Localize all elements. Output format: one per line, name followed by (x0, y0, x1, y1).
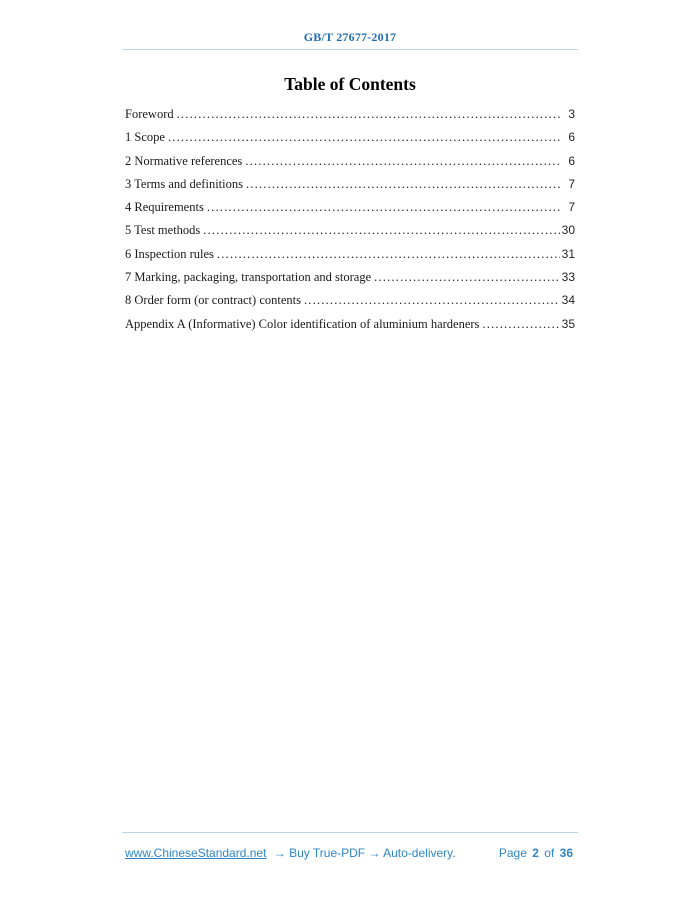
toc-entry[interactable] (125, 130, 575, 153)
toc-list (125, 107, 575, 340)
toc-entry-label: 8 Order form (or contract) contents (125, 293, 301, 308)
footer (125, 846, 575, 860)
toc-entry-label: 3 Terms and definitions (125, 176, 243, 191)
toc-leader-dots (304, 293, 560, 308)
footer-tagline: → Buy True-PDF → Auto-delivery. (273, 846, 456, 860)
toc-entry[interactable] (125, 247, 575, 270)
total-page-number: 36 (559, 846, 573, 860)
toc-entry-label: Foreword (125, 107, 174, 121)
toc-entry[interactable] (125, 317, 575, 340)
toc-entry[interactable] (125, 154, 575, 177)
toc-entry[interactable] (125, 177, 575, 200)
current-page-number: 2 (532, 846, 539, 860)
toc-leader-dots (217, 247, 560, 262)
header-doc-number: GB/T 27677-2017 (303, 30, 397, 44)
toc-entry-page: 7 (568, 200, 575, 215)
toc-entry-page: 31 (561, 246, 575, 261)
of-label: of (544, 846, 555, 860)
footer-rule (122, 832, 578, 833)
toc-entry[interactable] (125, 223, 575, 246)
toc-entry-label: 4 Requirements (125, 200, 204, 215)
toc-entry-label: Appendix A (Informative) Color identification of aluminium hardeners (125, 316, 480, 331)
footer-left (125, 846, 456, 860)
page-title: Table of Contents (284, 74, 416, 94)
toc-leader-dots (203, 223, 560, 238)
toc-entry-page: 7 (568, 176, 575, 191)
toc-leader-dots (177, 107, 560, 122)
page-indicator (499, 846, 575, 860)
toc-entry-label: 1 Scope (125, 130, 165, 145)
toc-leader-dots (246, 177, 560, 192)
toc-entry-label: 6 Inspection rules (125, 246, 214, 261)
footer-website-link[interactable]: www.ChineseStandard.net (125, 846, 267, 860)
toc-entry-page: 6 (568, 130, 575, 145)
toc-entry-page: 34 (561, 293, 575, 308)
toc-entry[interactable] (125, 270, 575, 293)
toc-leader-dots (482, 317, 560, 332)
toc-entry-page: 35 (561, 316, 575, 331)
toc-entry[interactable] (125, 293, 575, 316)
toc-entry-label: 7 Marking, packaging, transportation and storage (125, 270, 372, 285)
toc-entry[interactable] (125, 107, 575, 130)
toc-entry-page: 3 (568, 107, 575, 121)
toc-leader-dots (207, 200, 560, 215)
toc-leader-dots (168, 130, 560, 145)
toc-entry-label: 2 Normative references (125, 153, 243, 168)
toc-entry-page: 6 (568, 153, 575, 168)
toc-entry-label: 5 Test methods (125, 223, 201, 238)
page-label: Page (498, 846, 527, 860)
toc-entry-page: 33 (561, 270, 575, 285)
header-rule (122, 49, 578, 50)
toc-entry-page: 30 (561, 223, 575, 238)
toc-entry[interactable] (125, 200, 575, 223)
toc-leader-dots (374, 270, 560, 285)
toc-leader-dots (245, 154, 560, 169)
